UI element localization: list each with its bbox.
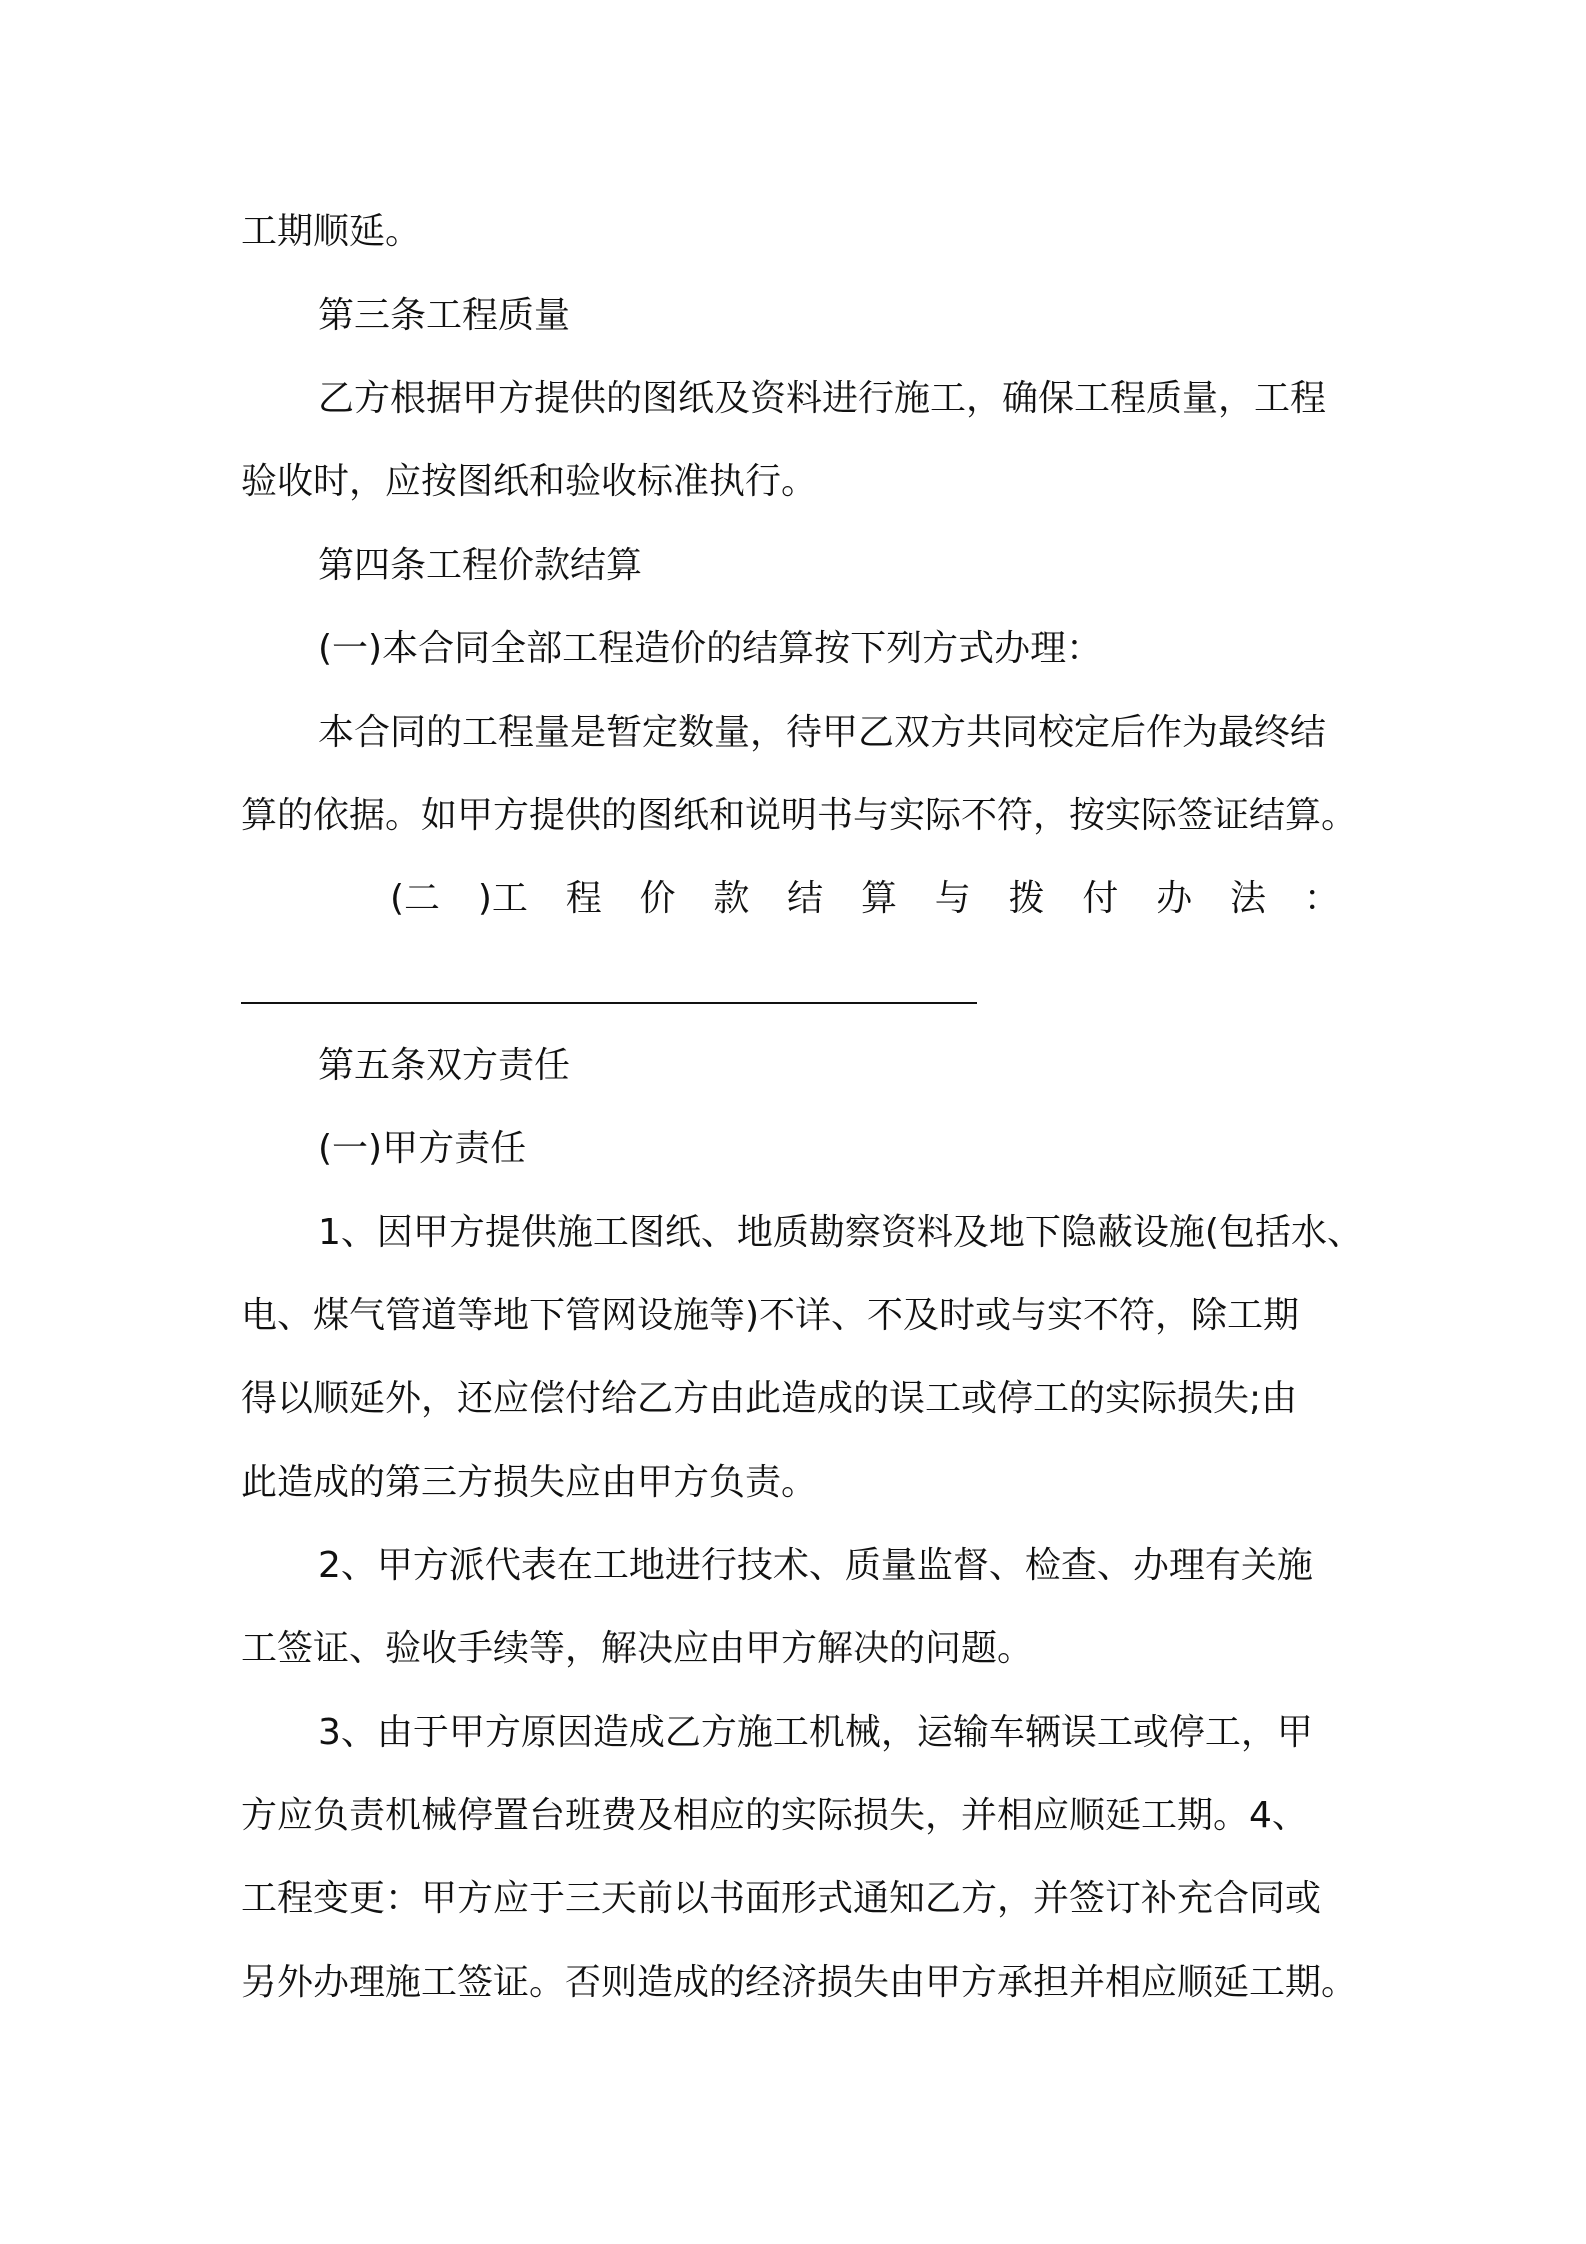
paragraph-line: 此造成的第三方损失应由甲方负责。 [241,1462,818,1503]
section-heading: (一)甲方责任 [318,1128,527,1169]
blank-fill-line [241,1002,977,1004]
spaced-char: 算 [860,878,897,919]
spaced-char: 结 [787,878,824,919]
spaced-char: 程 [565,878,602,919]
paragraph-line: 本合同的工程量是暂定数量，待甲乙双方共同校定后作为最终结 [318,712,1327,753]
paragraph-line: 方应负责机械停置台班费及相应的实际损失，并相应顺延工期。4、 [241,1795,1308,1836]
spaced-char: )工 [477,878,528,919]
spaced-char: 办 [1156,878,1193,919]
paragraph-line: 乙方根据甲方提供的图纸及资料进行施工，确保工程质量，工程 [318,378,1327,419]
spaced-char: ： [1303,878,1340,919]
paragraph-line: 工期顺延。 [241,211,422,252]
article-heading: 第四条工程价款结算 [318,545,643,586]
paragraph-line: 算的依据。如甲方提供的图纸和说明书与实际不符，按实际签证结算。 [241,795,1358,836]
spaced-char: 款 [713,878,750,919]
article-heading: 第三条工程质量 [318,295,571,336]
paragraph-line: (一)本合同全部工程造价的结算按下列方式办理： [318,628,1103,669]
paragraph-line: 3、由于甲方原因造成乙方施工机械，运输车辆误工或停工，甲 [318,1712,1313,1753]
paragraph-line: 工签证、验收手续等，解决应由甲方解决的问题。 [241,1628,1034,1669]
article-heading: 第五条双方责任 [318,1045,571,1086]
spaced-char: 与 [934,878,971,919]
spaced-heading [390,875,1340,923]
spaced-char: 拨 [1008,878,1045,919]
paragraph-line: 1、因甲方提供施工图纸、地质勘察资料及地下隐蔽设施(包括水、 [318,1212,1363,1253]
spaced-char: 付 [1082,878,1119,919]
paragraph-line: 电、煤气管道等地下管网设施等)不详、不及时或与实不符，除工期 [241,1295,1300,1336]
spaced-char: 价 [639,878,676,919]
paragraph-line: 工程变更：甲方应于三天前以书面形式通知乙方，并签订补充合同或 [241,1878,1322,1919]
paragraph-line: 验收时，应按图纸和验收标准执行。 [241,461,818,502]
paragraph-line: 另外办理施工签证。否则造成的经济损失由甲方承担并相应顺延工期。 [241,1962,1358,2003]
spaced-char: 法 [1230,878,1267,919]
paragraph-line: 2、甲方派代表在工地进行技术、质量监督、检查、办理有关施 [318,1545,1313,1586]
spaced-char: (二 [390,878,441,919]
paragraph-line: 得以顺延外，还应偿付给乙方由此造成的误工或停工的实际损失;由 [241,1378,1298,1419]
